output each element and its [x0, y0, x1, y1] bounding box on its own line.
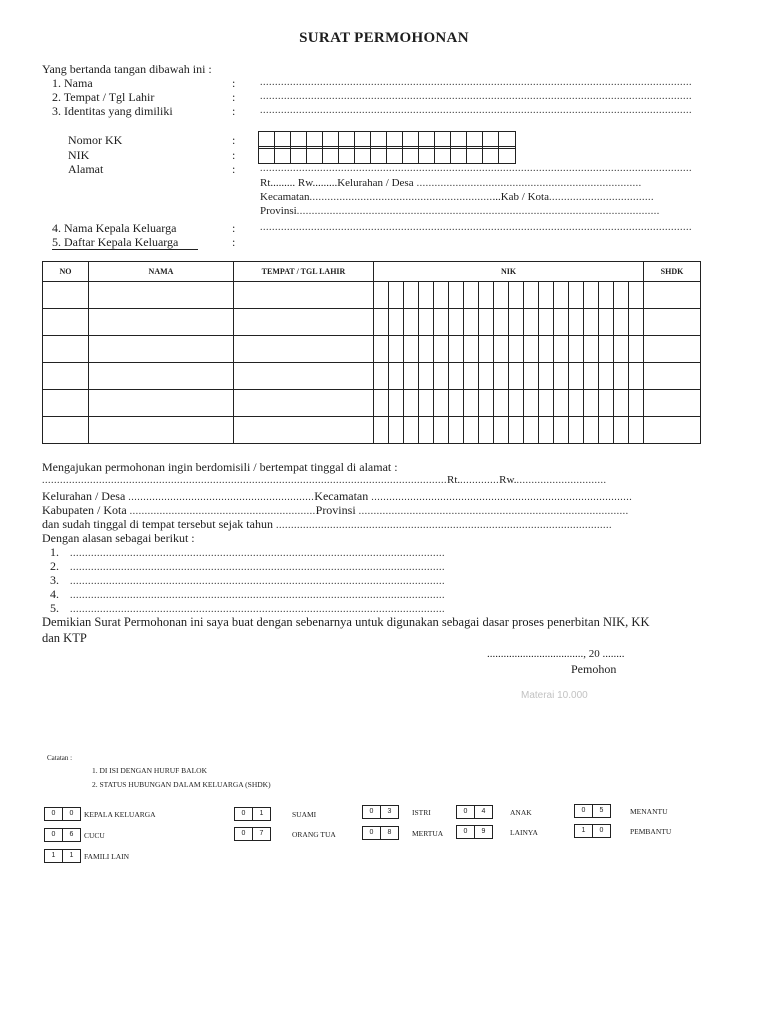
nik-digit-cell[interactable]	[569, 390, 584, 416]
nik-digit-cell[interactable]	[419, 390, 434, 416]
nik-digit-cell[interactable]	[449, 336, 464, 362]
nik-digit-cell[interactable]	[494, 309, 509, 335]
nik-digit-cell[interactable]	[569, 363, 584, 389]
shdk-code-digit: 0	[45, 829, 63, 841]
nik-digit-cell[interactable]	[434, 282, 449, 308]
nik-digit-cell[interactable]	[419, 363, 434, 389]
nik-digit-grid	[374, 417, 643, 443]
header-shdk: SHDK	[644, 262, 701, 282]
nik-digit-cell[interactable]	[449, 417, 464, 443]
shdk-code-digit: 8	[387, 829, 392, 837]
address-kabkota-label: ...Kab / Kota	[492, 191, 549, 203]
provinsi-label: Provinsi	[315, 503, 356, 517]
materai-label: Materai 10.000	[521, 690, 588, 701]
nik-digit-grid	[374, 282, 643, 308]
nik-digit-cell[interactable]	[404, 282, 419, 308]
cell-nama[interactable]	[89, 390, 234, 417]
shdk-code-label: MERTUA	[412, 828, 444, 838]
header-nama: NAMA	[89, 262, 234, 282]
shdk-code-digit: 1	[575, 825, 593, 837]
nik-digit-cell[interactable]	[404, 309, 419, 335]
shdk-code-digit: 6	[69, 831, 74, 839]
cell-no[interactable]	[43, 363, 89, 390]
nik-digit-cell[interactable]	[539, 390, 554, 416]
nik-digit-cell[interactable]	[539, 363, 554, 389]
nik-digit-cell[interactable]	[614, 336, 629, 362]
shdk-code-item	[234, 805, 316, 823]
colon: :	[232, 104, 236, 118]
catatan-note-2: 2. STATUS HUBUNGAN DALAM KELUARGA (SHDK)	[92, 780, 271, 789]
kelurahan-line[interactable]: Kelurahan / Desa ..............................................................Kecamatan .......................................................................................	[42, 489, 633, 503]
shdk-code-item	[362, 803, 431, 821]
nik-digit-cell[interactable]	[449, 363, 464, 389]
nik-digit-cell[interactable]	[404, 417, 419, 443]
field-nama-dots[interactable]: ................................................................................................................................................	[260, 77, 692, 88]
cell-ttl[interactable]	[234, 336, 374, 363]
nik-digit-cell[interactable]	[629, 363, 643, 389]
shdk-code-digit: 0	[235, 828, 253, 840]
address-rw-label: Rw.........	[297, 177, 338, 189]
cell-nik[interactable]	[374, 309, 644, 336]
shdk-code-label: FAMILI LAIN	[84, 851, 130, 861]
field-daftar-label	[52, 235, 198, 249]
nik-digit-cell[interactable]	[524, 363, 539, 389]
address-line-1[interactable]: Rt......... Rw.........Kelurahan / Desa ...........................................................................	[260, 177, 642, 189]
cell-shdk[interactable]	[644, 390, 701, 417]
nik-digit-cell[interactable]	[509, 363, 524, 389]
header-no: NO	[43, 262, 89, 282]
alasan-item-number: 2.	[50, 559, 59, 573]
nik-digit-cell[interactable]	[584, 309, 599, 335]
nik-digit-cell[interactable]	[494, 417, 509, 443]
nik-digit-cell[interactable]	[554, 363, 569, 389]
shdk-code-digit: 0	[575, 805, 593, 817]
alasan-item-number: 3.	[50, 573, 59, 587]
nik-digit-cell[interactable]	[389, 336, 404, 362]
nik-digit-cell[interactable]	[419, 417, 434, 443]
nik-digit-cell[interactable]	[449, 309, 464, 335]
table-row	[43, 309, 701, 336]
field-ttl-dots[interactable]: ................................................................................................................................................	[260, 91, 692, 102]
alasan-item[interactable]: 3. .............................................................................................................................	[50, 573, 445, 587]
field-ttl-label: 2. Tempat / Tgl Lahir	[52, 90, 155, 104]
shdk-code-digit: 1	[45, 850, 63, 862]
shdk-code-digit: 1	[69, 852, 74, 860]
cell-shdk[interactable]	[644, 309, 701, 336]
shdk-code-box	[234, 827, 271, 841]
catatan-note-1: 1. DI ISI DENGAN HURUF BALOK	[92, 766, 207, 775]
field-identitas-dots[interactable]: ................................................................................................................................................	[260, 105, 692, 116]
table-header-row	[43, 262, 701, 282]
nik-digit-cell[interactable]	[494, 336, 509, 362]
nik-digit-cell[interactable]	[539, 309, 554, 335]
cell-ttl[interactable]	[234, 309, 374, 336]
alamat-rw-label: Rw.	[499, 474, 517, 486]
cell-nama[interactable]	[89, 417, 234, 444]
shdk-code-item	[456, 803, 532, 821]
nik-digit-cell[interactable]	[599, 390, 614, 416]
alasan-item-number: 5.	[50, 601, 59, 615]
nik-digit-cell[interactable]	[509, 282, 524, 308]
alasan-item[interactable]: 1. .............................................................................................................................	[50, 545, 445, 559]
field-alamat-label: Alamat	[68, 162, 104, 176]
nik-digit-cell[interactable]	[419, 282, 434, 308]
shdk-code-digit: 0	[235, 808, 253, 820]
cell-nik[interactable]	[374, 282, 644, 309]
shdk-code-digit: 0	[599, 827, 604, 835]
shdk-code-digit: 9	[481, 828, 486, 836]
cell-no[interactable]	[43, 309, 89, 336]
nik-digit-cell[interactable]	[554, 417, 569, 443]
table-row	[43, 390, 701, 417]
shdk-code-label: MENANTU	[630, 806, 668, 816]
nik-digit-cell[interactable]	[629, 282, 643, 308]
shdk-code-digit: 0	[457, 826, 475, 838]
cell-ttl[interactable]	[234, 282, 374, 309]
nik-digit-cell[interactable]	[509, 336, 524, 362]
nik-digit-cell[interactable]	[584, 390, 599, 416]
shdk-code-label: CUCU	[84, 830, 105, 840]
field-kepala-label: 4. Nama Kepala Keluarga	[52, 221, 177, 235]
colon: :	[232, 235, 236, 249]
field-nomor-kk-label: Nomor KK	[68, 133, 123, 147]
nik-digit-grid	[374, 309, 643, 335]
nik-digit-cell[interactable]	[569, 336, 584, 362]
nik-digit-cell[interactable]	[479, 309, 494, 335]
colon: :	[232, 221, 236, 235]
sejak-label: dan sudah tinggal di tempat tersebut sejak tahun	[42, 517, 273, 531]
nik-digit-cell[interactable]	[599, 309, 614, 335]
nik-digit-cell[interactable]	[614, 363, 629, 389]
nik-digit-cell[interactable]	[419, 336, 434, 362]
cell-no[interactable]	[43, 417, 89, 444]
cell-nama[interactable]	[89, 282, 234, 309]
table-row	[43, 417, 701, 444]
shdk-code-item	[574, 802, 668, 820]
shdk-code-item	[456, 823, 538, 841]
shdk-code-item	[44, 847, 129, 865]
cell-no[interactable]	[43, 282, 89, 309]
kelurahan-label: Kelurahan / Desa	[42, 489, 126, 503]
nik-digit-cell[interactable]	[509, 309, 524, 335]
nik-digit-cell[interactable]	[524, 309, 539, 335]
cell-ttl[interactable]	[234, 417, 374, 444]
shdk-code-box	[44, 807, 81, 821]
date-line[interactable]: ..................................., 20 ........	[487, 648, 625, 660]
nik-digit-cell[interactable]	[464, 282, 479, 308]
catatan-label: Catatan :	[47, 754, 73, 762]
shdk-code-label: LAINYA	[510, 827, 538, 837]
shdk-code-item	[574, 822, 671, 840]
kabupaten-line[interactable]: Kabupaten / Kota ..............................................................Provinsi ..........................................................................................	[42, 503, 629, 517]
nik-digit-cell[interactable]	[374, 282, 389, 308]
nik-digit-cell[interactable]	[539, 282, 554, 308]
shdk-code-box	[362, 826, 399, 840]
cell-nik[interactable]	[374, 417, 644, 444]
nik-digit-cell[interactable]	[554, 336, 569, 362]
table-row	[43, 336, 701, 363]
nik-digit-cell[interactable]	[554, 390, 569, 416]
nik-digit-cell[interactable]	[374, 309, 389, 335]
field-nama-label: 1. Nama	[52, 76, 93, 90]
cell-no[interactable]	[43, 336, 89, 363]
cell-nik[interactable]	[374, 390, 644, 417]
shdk-code-digit: 7	[259, 830, 264, 838]
nik-digit-cell[interactable]	[374, 363, 389, 389]
colon: :	[232, 148, 236, 162]
nik-digit-cell[interactable]	[584, 336, 599, 362]
shdk-code-item	[44, 805, 156, 823]
cell-ttl[interactable]	[234, 363, 374, 390]
shdk-code-digit: 0	[363, 827, 381, 839]
shdk-code-digit: 0	[45, 808, 63, 820]
header-nik: NIK	[374, 262, 644, 282]
nik-digit-cell[interactable]	[539, 417, 554, 443]
cell-nama[interactable]	[89, 309, 234, 336]
alasan-item[interactable]: 5. .............................................................................................................................	[50, 601, 445, 615]
nik-digit-cell[interactable]	[464, 309, 479, 335]
address-line-3[interactable]: Provinsi.........................................................................................................................	[260, 205, 660, 217]
nik-digit-cell[interactable]	[569, 417, 584, 443]
nik-digit-cell[interactable]	[479, 363, 494, 389]
nik-digit-cell[interactable]	[629, 390, 643, 416]
nik-digit-cell[interactable]	[629, 336, 643, 362]
shdk-code-box	[362, 805, 399, 819]
shdk-code-item	[362, 824, 443, 842]
field-kepala-dots[interactable]: ................................................................................................................................................	[260, 222, 692, 233]
cell-nama[interactable]	[89, 336, 234, 363]
nik-digit-cell[interactable]	[554, 309, 569, 335]
nik-digit-cell[interactable]	[629, 309, 643, 335]
demikian-text: Demikian Surat Permohonan ini saya buat dengan sebenarnya untuk digunakan sebagai dasar proses penerbitan NIK, KK	[42, 615, 650, 629]
nik-digit-cell[interactable]	[464, 417, 479, 443]
nik-digit-cell[interactable]	[479, 282, 494, 308]
nik-digit-cell[interactable]	[374, 336, 389, 362]
shdk-code-label: KEPALA KELUARGA	[84, 809, 156, 819]
nik-digit-cell[interactable]	[599, 282, 614, 308]
nik-digit-cell[interactable]	[524, 282, 539, 308]
nik-digit-cell[interactable]	[509, 390, 524, 416]
cell-shdk[interactable]	[644, 336, 701, 363]
shdk-code-digit: 1	[259, 810, 264, 818]
address-rt-label: Rt.........	[260, 177, 296, 189]
cell-ttl[interactable]	[234, 390, 374, 417]
nik-digit-cell[interactable]	[374, 390, 389, 416]
nik-digit-cell[interactable]	[449, 282, 464, 308]
nik-digit-cell[interactable]	[449, 390, 464, 416]
shdk-code-box	[456, 825, 493, 839]
nik-digit-cell[interactable]	[434, 417, 449, 443]
cell-nama[interactable]	[89, 363, 234, 390]
shdk-code-digit: 4	[481, 808, 486, 816]
nik-digit-cell[interactable]	[599, 363, 614, 389]
nik-digit-cell[interactable]	[569, 309, 584, 335]
alamat-rt-label: Rt.	[447, 474, 461, 486]
field-identitas-label: 3. Identitas yang dimiliki	[52, 104, 173, 118]
nik-digit-cell[interactable]	[539, 336, 554, 362]
nik-digit-cell[interactable]	[599, 336, 614, 362]
kecamatan-label: Kecamatan	[314, 489, 369, 503]
nik-digit-cell[interactable]	[569, 282, 584, 308]
nik-digit-cell[interactable]	[404, 363, 419, 389]
field-nik-label: NIK	[68, 148, 90, 162]
alasan-item-number: 4.	[50, 587, 59, 601]
nik-digit-cell[interactable]	[524, 417, 539, 443]
nik-digit-cell[interactable]	[479, 390, 494, 416]
nik-digit-cell[interactable]	[434, 390, 449, 416]
cell-nik[interactable]	[374, 336, 644, 363]
intro-text: Yang bertanda tangan dibawah ini :	[42, 62, 212, 76]
nik-digit-cell[interactable]	[374, 417, 389, 443]
shdk-code-box	[574, 804, 611, 818]
nik-digit-cell[interactable]	[389, 363, 404, 389]
nik-digit-cell[interactable]	[464, 390, 479, 416]
alasan-item[interactable]: 2. .............................................................................................................................	[50, 559, 445, 573]
family-table	[42, 261, 701, 444]
address-line-2[interactable]: Kecamatan................................................................Kab / Kota...................................	[260, 191, 654, 203]
address-kecamatan-label: Kecamatan	[260, 191, 310, 203]
nik-digit-cell[interactable]	[389, 282, 404, 308]
shdk-code-label: ORANG TUA	[292, 829, 336, 839]
nik-digit-cell[interactable]	[419, 309, 434, 335]
alasan-item[interactable]: 4. .............................................................................................................................	[50, 587, 445, 601]
table-row	[43, 282, 701, 309]
nik-digit-cell[interactable]	[614, 417, 629, 443]
shdk-code-label: SUAMI	[292, 809, 317, 819]
shdk-code-box	[456, 805, 493, 819]
cell-shdk[interactable]	[644, 282, 701, 309]
nik-digit-cell[interactable]	[509, 417, 524, 443]
nik-digit-cell[interactable]	[584, 417, 599, 443]
nik-digit-cell[interactable]	[584, 363, 599, 389]
nik-digit-cell[interactable]	[389, 309, 404, 335]
nik-digit-cell[interactable]	[404, 336, 419, 362]
nik-digit-cell[interactable]	[614, 282, 629, 308]
nik-digit-cell[interactable]	[479, 336, 494, 362]
colon: :	[232, 90, 236, 104]
shdk-code-digit: 5	[599, 807, 604, 815]
nik-digit-cell[interactable]	[614, 309, 629, 335]
nik-digit-grid	[374, 363, 643, 389]
header-ttl: TEMPAT / TGL LAHIR	[234, 262, 374, 282]
nik-digit-cell[interactable]	[389, 390, 404, 416]
shdk-code-box	[574, 824, 611, 838]
field-daftar-text: 5. Daftar Kepala Keluarga	[52, 235, 198, 250]
nik-digit-cell[interactable]	[434, 363, 449, 389]
shdk-code-digit: 3	[387, 808, 392, 816]
kabupaten-label: Kabupaten / Kota	[42, 503, 127, 517]
pemohon-label: Pemohon	[571, 662, 617, 676]
nik-digit-cell[interactable]	[404, 390, 419, 416]
cell-nik[interactable]	[374, 363, 644, 390]
shdk-code-digit: 0	[69, 810, 74, 818]
shdk-code-box	[44, 849, 81, 863]
sejak-line[interactable]: dan sudah tinggal di tempat tersebut sejak tahun ................................................................................................................	[42, 517, 612, 531]
field-alamat-dots[interactable]: ................................................................................................................................................	[260, 163, 692, 174]
nik-digit-cell[interactable]	[434, 336, 449, 362]
shdk-code-box	[234, 807, 271, 821]
nik-digit-cell[interactable]	[464, 336, 479, 362]
shdk-code-box	[44, 828, 81, 842]
shdk-code-digit: 0	[363, 806, 381, 818]
shdk-code-label: ISTRI	[412, 807, 431, 817]
nik-digit-cell[interactable]	[584, 282, 599, 308]
nik-digit-cell[interactable]	[599, 417, 614, 443]
nik-digit-cell[interactable]	[494, 363, 509, 389]
nik-digit-cell[interactable]	[389, 417, 404, 443]
nik-digit-grid	[374, 390, 643, 416]
cell-shdk[interactable]	[644, 417, 701, 444]
address-kelurahan-label: Kelurahan / Desa	[337, 177, 414, 189]
shdk-code-digit: 0	[457, 806, 475, 818]
nik-digit-cell[interactable]	[524, 390, 539, 416]
cell-shdk[interactable]	[644, 363, 701, 390]
table-row	[43, 363, 701, 390]
alamat-baru-line[interactable]: .......................................................................................................................................Rt..............Rw...............................	[42, 474, 607, 486]
colon: :	[232, 162, 236, 176]
nik-digit-cell[interactable]	[479, 417, 494, 443]
shdk-code-item	[44, 826, 105, 844]
nik-digit-cell[interactable]	[614, 390, 629, 416]
colon: :	[232, 76, 236, 90]
colon: :	[232, 133, 236, 147]
alasan-text: Dengan alasan sebagai berikut :	[42, 531, 195, 545]
nik-digit-cell[interactable]	[434, 309, 449, 335]
demikian-text-2: dan KTP	[42, 631, 87, 645]
alasan-item-number: 1.	[50, 545, 59, 559]
cell-no[interactable]	[43, 390, 89, 417]
shdk-code-item	[234, 825, 336, 843]
nik-digit-grid	[374, 336, 643, 362]
nik-digit-cell[interactable]	[494, 390, 509, 416]
nik-digit-cell[interactable]	[494, 282, 509, 308]
shdk-code-label: PEMBANTU	[630, 826, 672, 836]
nik-digit-cell[interactable]	[464, 363, 479, 389]
shdk-code-label: ANAK	[510, 807, 532, 817]
nik-digit-cell[interactable]	[524, 336, 539, 362]
nik-digit-cell[interactable]	[554, 282, 569, 308]
mengajukan-text: Mengajukan permohonan ingin berdomisili / bertempat tinggal di alamat :	[42, 460, 398, 474]
page-title: SURAT PERMOHONAN	[299, 30, 469, 46]
nik-digit-cell[interactable]	[629, 417, 643, 443]
address-provinsi-label: Provinsi	[260, 205, 297, 217]
